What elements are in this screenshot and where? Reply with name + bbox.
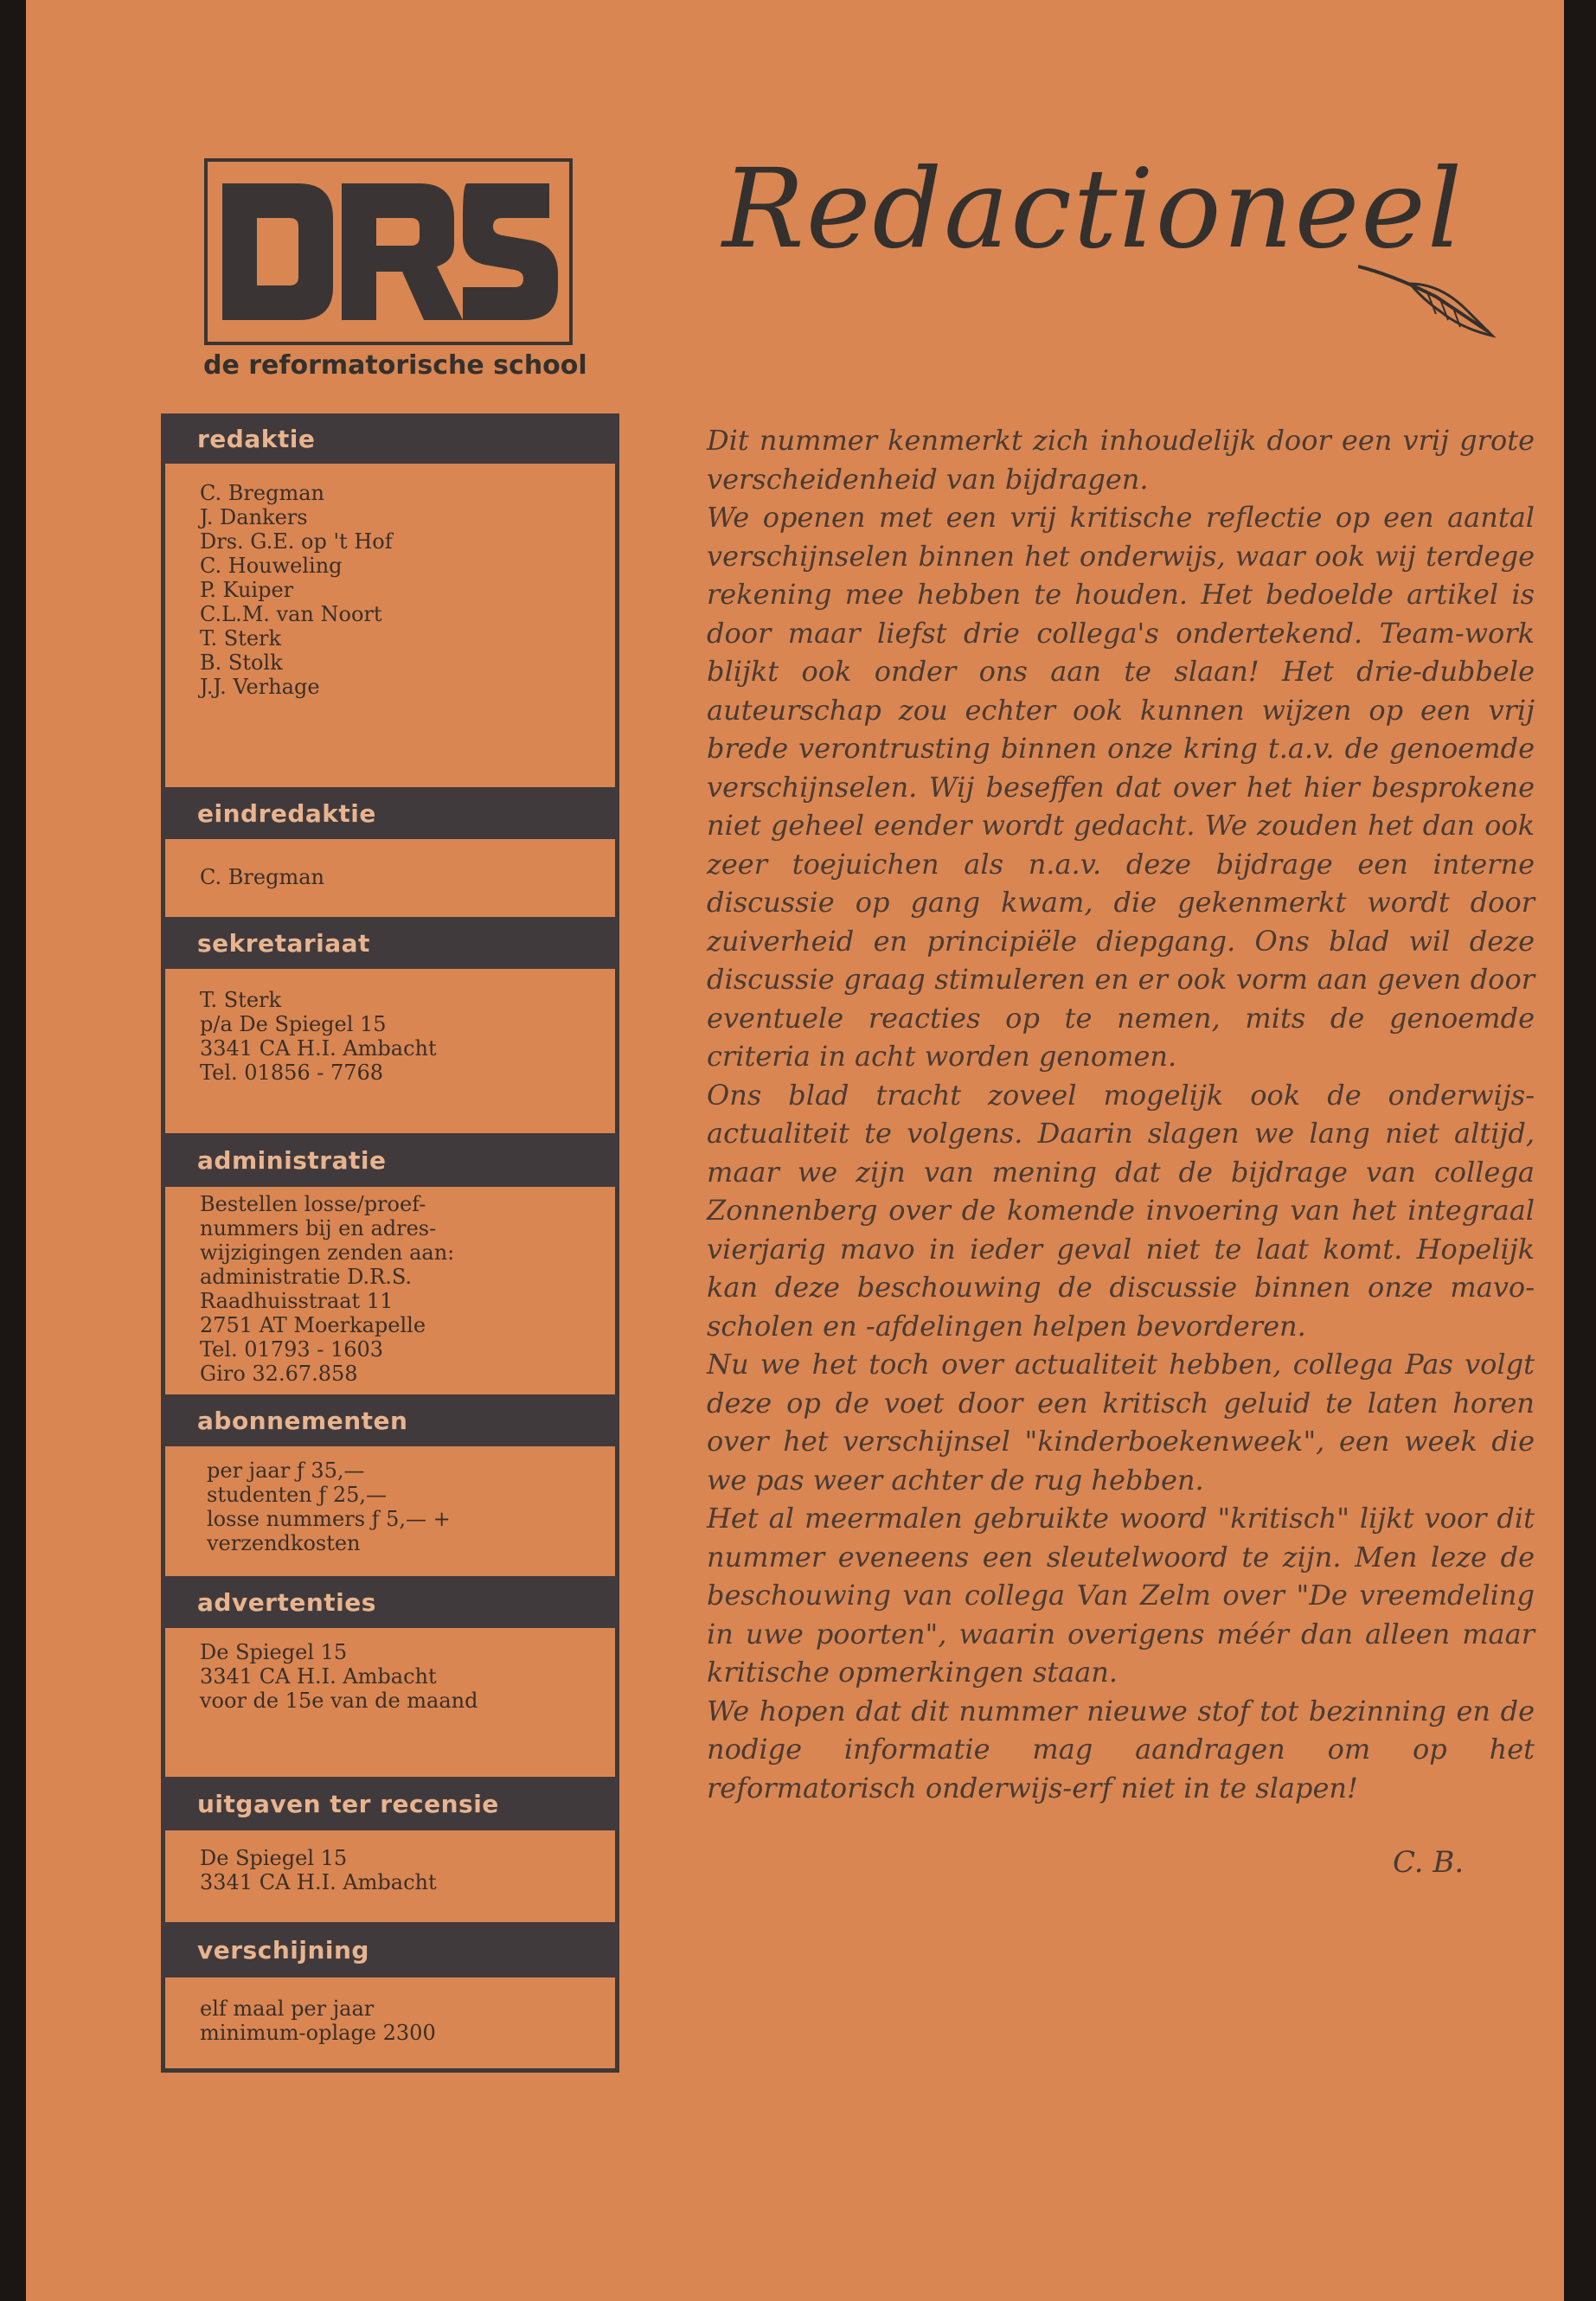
section-body-advertenties xyxy=(161,1628,619,1777)
verschijning-line: elf maal per jaar xyxy=(200,1997,375,2021)
redaktie-line: J.J. Verhage xyxy=(200,675,320,699)
article-paragraph: We openen met een vrij kritische reflectie op een aantal verschijnselen binnen het onderwijs, waar ook wij terdege rekening mee hebben te houden. Het bedoelde artikel is door maar liefst drie collega's ondertekend. Team-work blijkt ook onder ons aan te slaan! Het drie-dubbele auteurschap zou echter ook kunnen wijzen op een vrij brede verontrusting binnen onze kring t.a.v. de genoemde verschijnselen. Wij beseffen dat over het hier besprokene niet geheel eender wordt gedacht. We zouden het dan ook zeer toejuichen als n.a.v. deze bijdrage een interne discussie op gang kwam, die gekenmerkt wordt door zuiverheid en principiële diepgang. Ons blad wil deze discussie graag stimuleren en er ook vorm aan geven door eventuele reacties op te nemen, mits de genoemde criteria in acht worden genomen. xyxy=(707,501,1535,1073)
article-paragraph: Ons blad tracht zoveel mogelijk ook de onderwijs-actualiteit te volgens. Daarin slagen we lang niet altijd, maar we zijn van mening dat de bijdrage van collega Zonnenberg over de komende invoering van het integraal vierjarig mavo in ieder geval niet te laat komt. Hopelijk kan deze beschouwing de discussie binnen onze mavo-scholen en -afdelingen helpen bevorderen. xyxy=(707,1078,1535,1343)
section-header-advertenties: advertenties xyxy=(161,1576,619,1628)
section-header-verschijning: verschijning xyxy=(161,1922,619,1977)
redaktie-line: C. Bregman xyxy=(200,481,324,505)
redaktie-line: P. Kuiper xyxy=(200,578,294,602)
section-body-sekretariaat xyxy=(161,969,619,1133)
abonnementen-line: verzendkosten xyxy=(207,1531,361,1555)
redaktie-line: C.L.M. van Noort xyxy=(200,602,382,626)
administratie-line: 2751 AT Moerkapelle xyxy=(200,1313,426,1337)
redaktie-line: C. Houweling xyxy=(200,554,343,578)
logo-tagline: de reformatorische school xyxy=(203,350,587,381)
redaktie-line: B. Stolk xyxy=(200,651,283,675)
administratie-line: Giro 32.67.858 xyxy=(200,1362,358,1386)
sekretariaat-line: Tel. 01856 - 7768 xyxy=(200,1061,384,1085)
section-body-administratie xyxy=(161,1187,619,1394)
abonnementen-line: losse nummers ƒ 5,— + xyxy=(207,1507,451,1531)
redaktie-line: Drs. G.E. op 't Hof xyxy=(200,529,393,554)
section-body-recensie xyxy=(161,1830,619,1922)
advertenties-line: voor de 15e van de maand xyxy=(200,1689,478,1713)
article-paragraph: Het al meermalen gebruikte woord "kritisch" lijkt voor dit nummer eveneens een sleutelwoord te zijn. Men leze de beschouwing van collega Van Zelm over "De vreemdeling in uwe poorten", waarin overigens méér dan alleen maar kritische opmerkingen staan. xyxy=(707,1502,1535,1689)
section-body-eindredaktie xyxy=(161,839,619,917)
advertenties-line: De Spiegel 15 xyxy=(200,1640,348,1664)
advertenties-line: 3341 CA H.I. Ambacht xyxy=(200,1664,437,1689)
administratie-line: Tel. 01793 - 1603 xyxy=(200,1337,384,1362)
drs-logo-mark xyxy=(203,157,574,346)
verschijning-line: minimum-oplage 2300 xyxy=(200,2021,436,2045)
section-header-eindredaktie: eindredaktie xyxy=(161,787,619,839)
section-body-abonnementen xyxy=(161,1446,619,1576)
recensie-line: De Spiegel 15 xyxy=(200,1846,348,1870)
administratie-line: Bestellen losse/proef- xyxy=(200,1192,426,1216)
drs-logo xyxy=(203,157,574,346)
heading-text: Redactioneel xyxy=(722,145,1465,272)
section-header-sekretariaat: sekretariaat xyxy=(161,917,619,969)
article-paragraph: Dit nummer kenmerkt zich inhoudelijk door een vrij grote verscheidenheid van bijdragen. xyxy=(707,424,1535,496)
section-header-recensie: uitgaven ter recensie xyxy=(161,1777,619,1830)
section-header-administratie: administratie xyxy=(161,1133,619,1187)
redaktie-line: T. Sterk xyxy=(200,626,282,651)
sekretariaat-line: 3341 CA H.I. Ambacht xyxy=(200,1036,437,1061)
magazine-page xyxy=(26,0,1564,2301)
quill-pen-icon xyxy=(1358,249,1497,344)
editorial-heading xyxy=(722,145,1501,379)
administratie-line: administratie D.R.S. xyxy=(200,1265,413,1289)
sekretariaat-line: p/a De Spiegel 15 xyxy=(200,1012,387,1036)
administratie-line: wijzigingen zenden aan: xyxy=(200,1240,455,1265)
recensie-line: 3341 CA H.I. Ambacht xyxy=(200,1870,437,1894)
administratie-line: nummers bij en adres- xyxy=(200,1216,437,1240)
colophon-sidebar xyxy=(161,413,619,2073)
editorial-article xyxy=(707,421,1535,1807)
article-paragraph: Nu we het toch over actualiteit hebben, collega Pas volgt deze op de voet door een kritisch geluid te laten horen over het verschijnsel "kinderboekenweek", een week die we pas weer achter de rug hebben. xyxy=(707,1348,1535,1497)
sekretariaat-line: T. Sterk xyxy=(200,988,282,1012)
section-header-abonnementen: abonnementen xyxy=(161,1394,619,1446)
section-header-redaktie: redaktie xyxy=(161,413,619,464)
section-body-verschijning xyxy=(161,1977,619,2073)
article-signature: C. B. xyxy=(1393,1845,1465,1880)
eindredaktie-line: C. Bregman xyxy=(200,865,324,889)
article-paragraph: We hopen dat dit nummer nieuwe stof tot bezinning en de nodige informatie mag aandragen om op het reformatorisch onderwijs-erf niet in te slapen! xyxy=(707,1694,1535,1804)
section-body-redaktie xyxy=(161,464,619,787)
abonnementen-line: studenten ƒ 25,— xyxy=(207,1483,388,1507)
redaktie-line: J. Dankers xyxy=(200,505,308,529)
abonnementen-line: per jaar ƒ 35,— xyxy=(207,1458,365,1483)
administratie-line: Raadhuisstraat 11 xyxy=(200,1289,394,1313)
